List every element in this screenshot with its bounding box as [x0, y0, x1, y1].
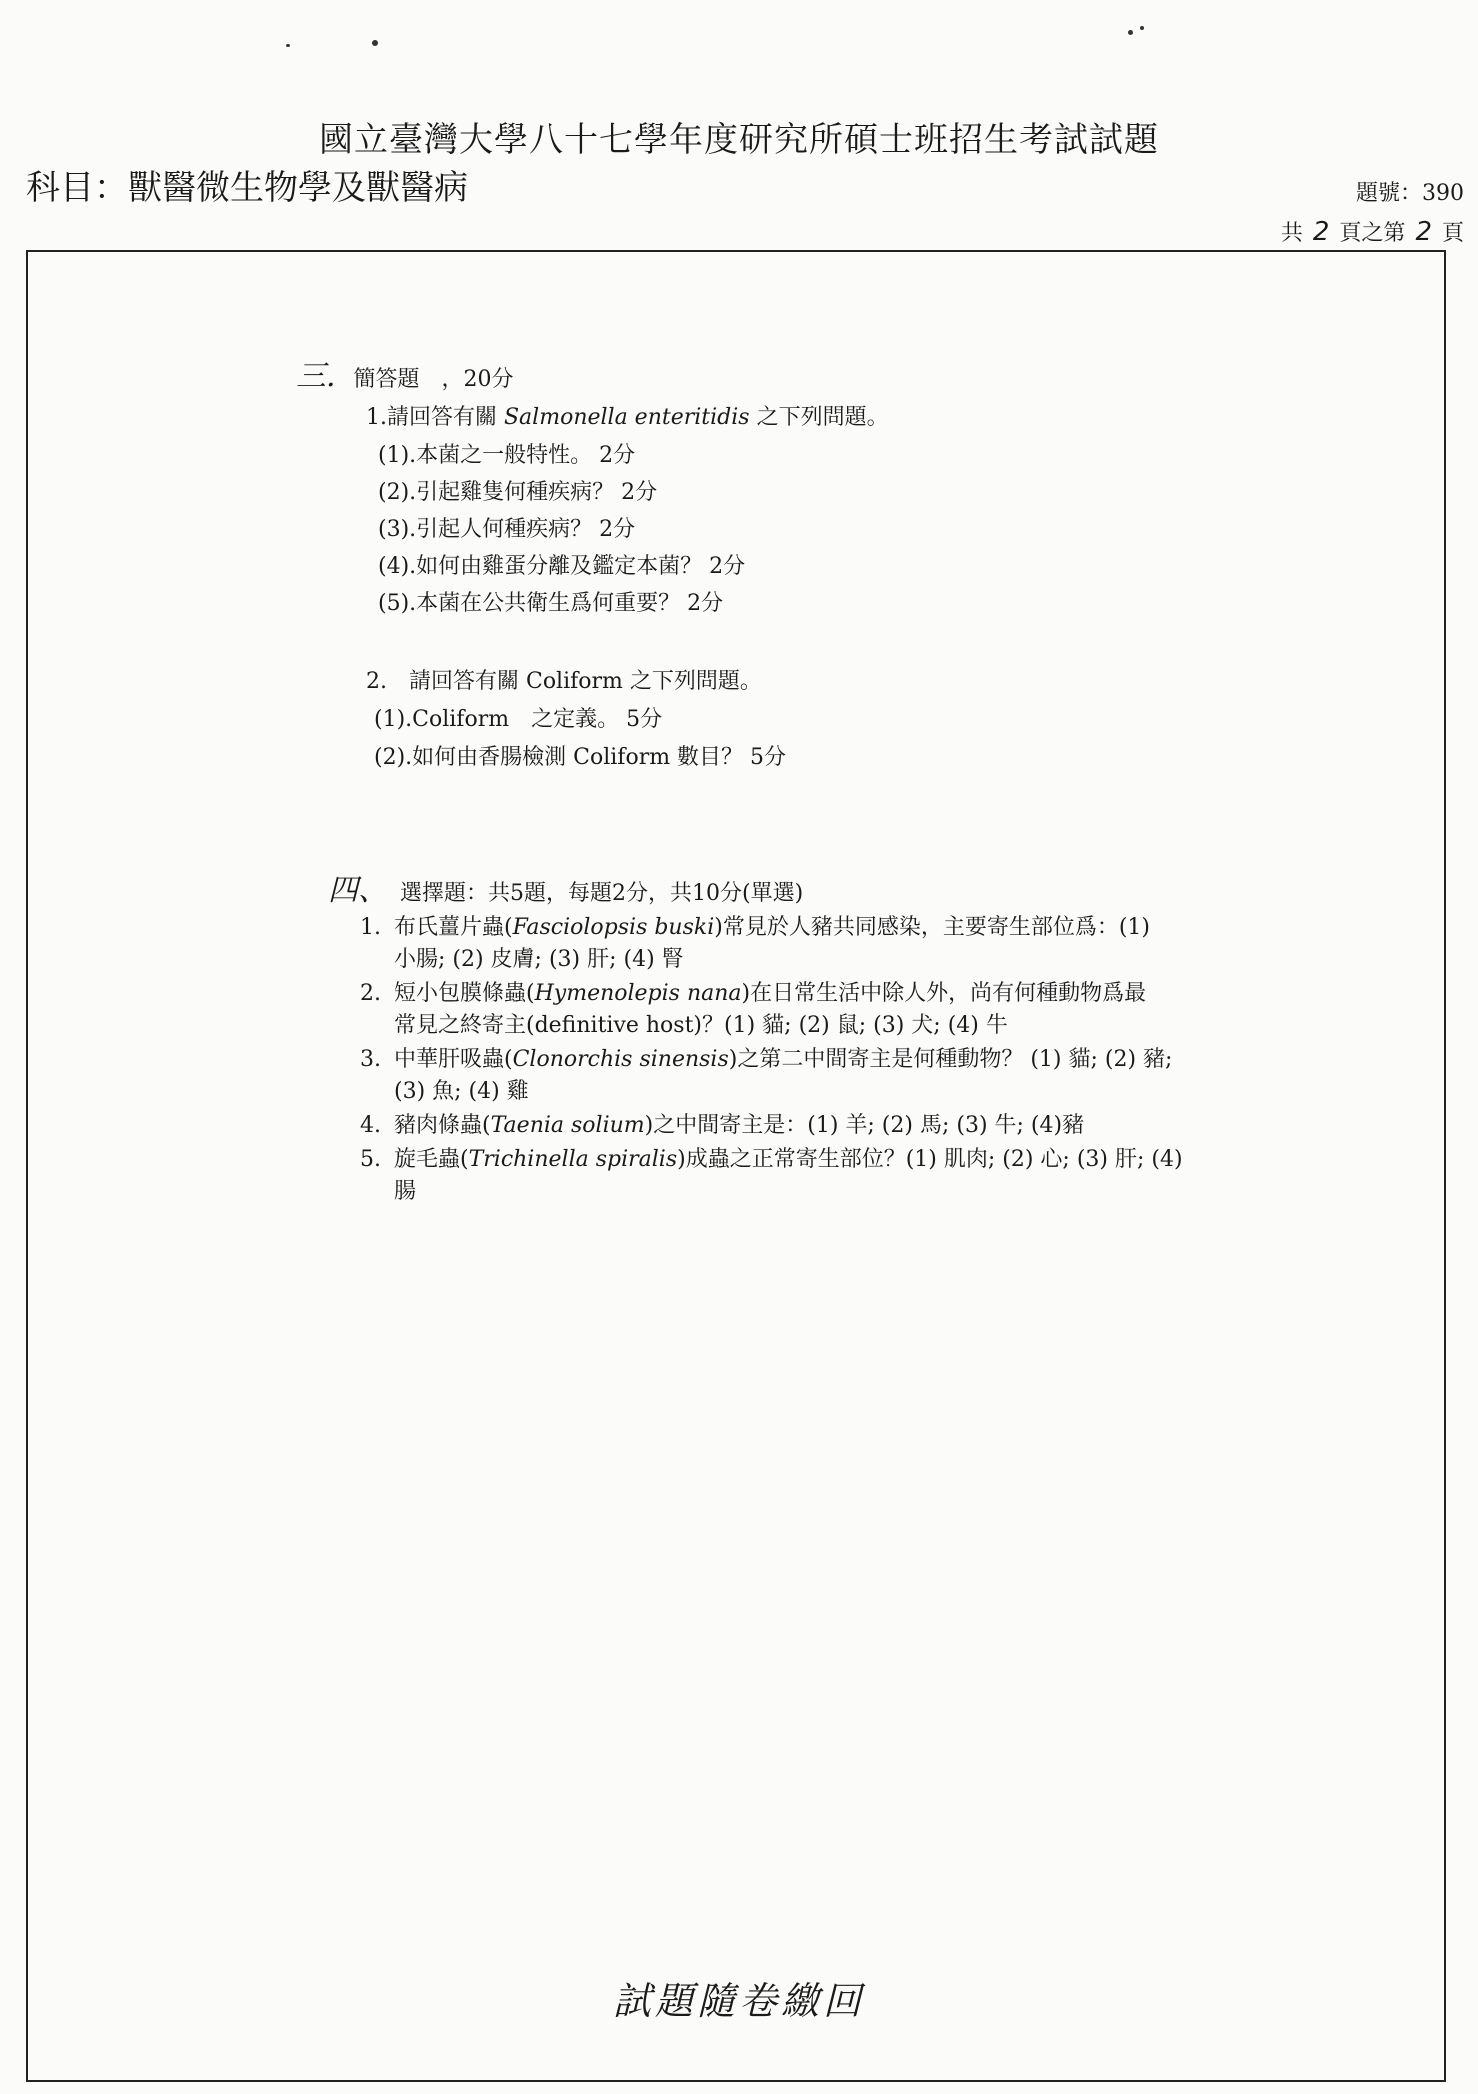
q1-lead: 1.請回答有關 [366, 405, 504, 430]
mc-pre: 旋毛蟲( [394, 1147, 469, 1172]
exam-title: 國立臺灣大學八十七學年度研究所碩士班招生考試試題 [319, 120, 1159, 160]
mc-sci: Trichinella spiralis [468, 1147, 678, 1172]
q1-tail: 之下列問題。 [749, 405, 889, 430]
mc-sci: Hymenolepis nana [534, 981, 742, 1006]
mc-post: )之第二中間寄主是何種動物？ (1) 貓; (2) 豬; [728, 1047, 1173, 1072]
mc-sci: Clonorchis sinensis [512, 1047, 729, 1072]
mc-question-4 [360, 1110, 1230, 1142]
scan-speck [372, 40, 378, 46]
scan-speck [1140, 26, 1144, 30]
page-mid: 頁之第 [1339, 221, 1406, 246]
section4-heading [328, 872, 803, 912]
section3-marker: 三. [296, 359, 336, 394]
mc-pre: 短小包膜條蟲( [394, 981, 535, 1006]
mc-post: )成蟲之正常寄生部位？(1) 肌肉; (2) 心; (3) 肝; (4) [677, 1147, 1183, 1172]
page-total: 2 [1312, 217, 1330, 247]
exam-subject: 科目：獸醫微生物學及獸醫病 [26, 168, 468, 208]
mc-post: )之中間寄主是：(1) 羊; (2) 馬; (3) 牛; (4)豬 [644, 1113, 1085, 1138]
mc-sci: Fasciolopsis buski [512, 915, 715, 940]
question-number: 題號：390 [1356, 181, 1464, 206]
page-info [1281, 216, 1464, 247]
section3-q2-item: (2).如何由香腸檢測 Coliform 數目？ 5分 [374, 745, 787, 770]
q1-organism: Salmonella enteritidis [503, 405, 750, 430]
section3-q2: 2. 請回答有關 Coliform 之下列問題。 [366, 669, 762, 694]
mc-num: 1. [360, 915, 381, 940]
mc-question-1 [360, 912, 1230, 976]
section3-q1 [366, 400, 889, 431]
mc-pre: 布氏薑片蟲( [394, 915, 513, 940]
mc-pre: 豬肉條蟲( [394, 1113, 491, 1138]
mc-cont: 常見之終寄主(definitive host)？(1) 貓; (2) 鼠; (3) 犬; (4) 牛 [394, 1013, 1008, 1038]
mc-post: )在日常生活中除人外，尚有何種動物爲最 [741, 981, 1147, 1006]
section3-q1-item: (1).本菌之一般特性。 2分 [378, 443, 636, 468]
mc-cont: 小腸; (2) 皮膚; (3) 肝; (4) 腎 [394, 947, 684, 972]
section3-q1-item: (4).如何由雞蛋分離及鑑定本菌？ 2分 [378, 554, 746, 579]
mc-num: 5. [360, 1147, 381, 1172]
mc-post: )常見於人豬共同感染，主要寄生部位爲：(1) [714, 915, 1151, 940]
section3-q1-item: (3).引起人何種疾病？ 2分 [378, 517, 636, 542]
mc-num: 4. [360, 1113, 381, 1138]
section3-title: 簡答題 ，20分 [353, 367, 514, 392]
scan-speck [1128, 30, 1133, 35]
section3-q1-item: (5).本菌在公共衛生爲何重要？ 2分 [378, 591, 724, 616]
section3-q1-item: (2).引起雞隻何種疾病？ 2分 [378, 480, 658, 505]
page-current: 2 [1415, 217, 1432, 247]
page-prefix: 共 [1280, 221, 1303, 246]
mc-question-2 [360, 978, 1230, 1042]
section4-marker: 四、 [328, 873, 388, 908]
mc-cont: 腸 [394, 1179, 417, 1204]
mc-sci: Taenia solium [490, 1113, 645, 1138]
mc-pre: 中華肝吸蟲( [394, 1047, 513, 1072]
mc-question-3 [360, 1044, 1230, 1108]
section3-q2-item: (1).Coliform 之定義。 5分 [374, 707, 663, 732]
mc-question-5 [360, 1144, 1230, 1208]
mc-cont: (3) 魚; (4) 雞 [394, 1079, 529, 1104]
footer-note: 試題隨卷繳回 [612, 1979, 865, 2023]
section4-title: 選擇題：共5題，每題2分，共10分(單選) [400, 881, 804, 906]
section3-heading [296, 358, 514, 398]
mc-num: 2. [360, 981, 381, 1006]
mc-num: 3. [360, 1047, 381, 1072]
scan-speck [286, 44, 290, 47]
page-suffix: 頁 [1441, 221, 1464, 246]
